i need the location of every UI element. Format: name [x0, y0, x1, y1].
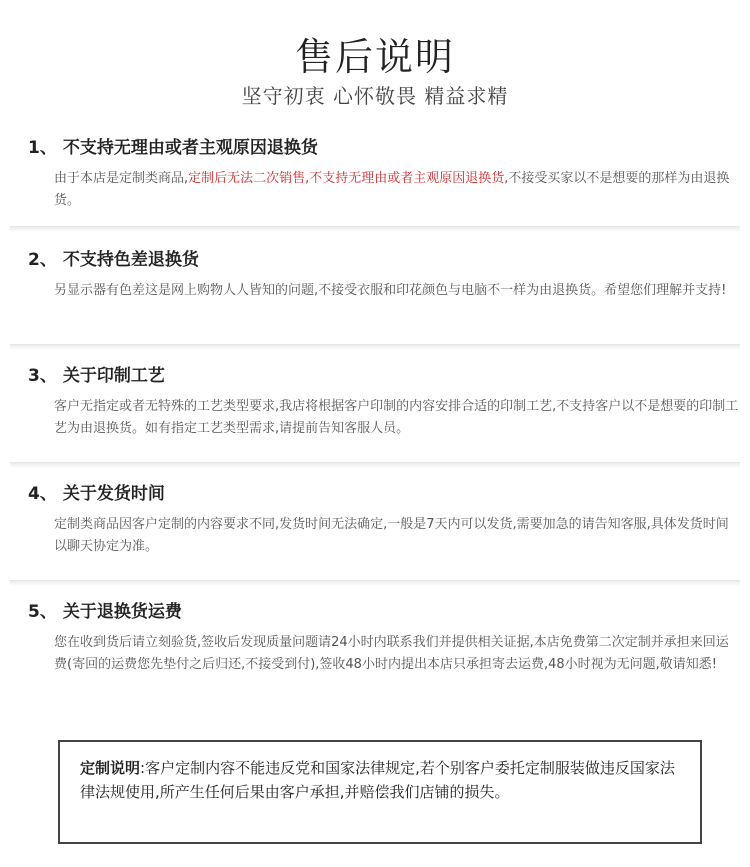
section-number: 2、 [28, 250, 57, 270]
section-body-text: ,不接受买家以不是想要的那样为由退换货。 [54, 171, 730, 208]
notice-separator: : [140, 759, 146, 777]
section-print-process [28, 364, 740, 440]
section-heading-text: 关于发货时间 [62, 484, 165, 504]
section-body: 客户无指定或者无特殊的工艺类型要求,我店将根据客户印制的内容安排合适的印制工艺,不支持客户以不是想要的印制工艺为由退换货。如有指定工艺类型需求,请提前告知客服人员。 [54, 399, 739, 436]
section-number: 5、 [28, 602, 57, 622]
section-heading-text: 不支持无理由或者主观原因退换货 [62, 138, 318, 158]
section-body-text: 由于本店是定制类商品, [54, 171, 189, 186]
section-shipping-time [28, 482, 740, 558]
section-heading [28, 136, 740, 160]
section-divider [10, 344, 740, 350]
section-heading-text: 不支持色差退换货 [62, 250, 199, 270]
section-body: 定制类商品因客户定制的内容要求不同,发货时间无法确定,一般是7天内可以发货,需要加急的请告知客服,具体发货时间以聊天协定为准。 [54, 517, 729, 554]
section-heading-text: 关于印制工艺 [62, 366, 165, 386]
section-divider [10, 226, 740, 232]
section-heading [28, 248, 740, 272]
section-heading [28, 364, 740, 388]
section-number: 3、 [28, 366, 57, 386]
notice-label: 定制说明 [80, 759, 141, 777]
section-divider [10, 462, 740, 468]
section-number: 4、 [28, 484, 57, 504]
section-body: 另显示器有色差这是网上购物人人皆知的问题,不接受衣服和印花颜色与电脑不一样为由退换货。希望您们理解并支持! [54, 283, 727, 298]
section-body [28, 168, 740, 212]
notice-text: 客户定制内容不能违反党和国家法律规定,若个别客户委托定制服装做违反国家法律法规使用,所产生任何后果由客户承担,并赔偿我们店铺的损失。 [80, 759, 675, 801]
section-body: 您在收到货后请立刻验货,签收后发现质量问题请24小时内联系我们并提供相关证据,本店免费第二次定制并承担来回运费(寄回的运费您先垫付之后归还,不接受到付),签收48小时内提出本店只承担寄去运费,48小时视为无问题,敬请知悉! [54, 635, 729, 672]
section-return-shipping-fee [28, 600, 740, 676]
page-subtitle: 坚守初衷 心怀敬畏 精益求精 [241, 84, 509, 108]
section-number: 1、 [28, 138, 57, 158]
section-divider [10, 580, 740, 586]
section-color-difference [28, 248, 740, 302]
section-no-reason-return [28, 136, 740, 212]
section-heading [28, 482, 740, 506]
section-heading-text: 关于退换货运费 [62, 602, 182, 622]
section-body-highlight: 定制后无法二次销售,不支持无理由或者主观原因退换货 [188, 171, 505, 186]
section-heading [28, 600, 740, 624]
page-title: 售后说明 [294, 35, 455, 79]
custom-notice-box [58, 740, 702, 844]
